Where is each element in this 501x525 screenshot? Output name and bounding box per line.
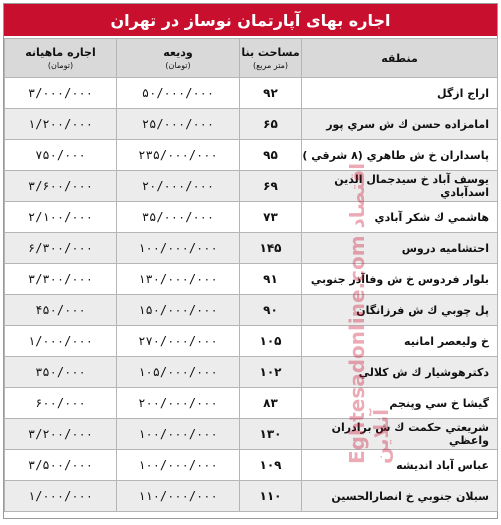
- table-row: [5, 388, 498, 419]
- cell-deposit: ۲۷۰/۰۰۰/۰۰۰: [117, 326, 240, 357]
- table-row: [5, 264, 498, 295]
- cell-area: ۷۳: [240, 202, 302, 233]
- cell-deposit: ۱۱۰/۰۰۰/۰۰۰: [117, 481, 240, 512]
- cell-region: پل چوبي ك ش فرزانگان: [302, 295, 498, 326]
- cell-rent: ۴۵۰/۰۰۰: [5, 295, 117, 326]
- table-row: [5, 233, 498, 264]
- cell-rent: ۳/۵۰۰/۰۰۰: [5, 450, 117, 481]
- table-row: [5, 481, 498, 512]
- cell-area: ۶۹: [240, 171, 302, 202]
- cell-area: ۱۱۰: [240, 481, 302, 512]
- header-area-unit: (متر مربع): [252, 61, 289, 70]
- cell-deposit: ۲۵/۰۰۰/۰۰۰: [117, 109, 240, 140]
- cell-region: پاسداران خ ش طاهري (۸ شرقي ): [302, 140, 498, 171]
- page-title: اجاره بهای آپارتمان نوساز در تهران: [4, 4, 497, 38]
- table-row: [5, 78, 498, 109]
- cell-region: يوسف آباد خ سيدجمال الدين اسدآبادي: [302, 171, 498, 202]
- cell-rent: ۳۵۰/۰۰۰: [5, 357, 117, 388]
- cell-deposit: ۱۳۰/۰۰۰/۰۰۰: [117, 264, 240, 295]
- table-row: [5, 202, 498, 233]
- cell-area: ۱۴۵: [240, 233, 302, 264]
- table-row: [5, 109, 498, 140]
- cell-area: ۹۰: [240, 295, 302, 326]
- cell-area: ۸۳: [240, 388, 302, 419]
- cell-rent: ۳/۲۰۰/۰۰۰: [5, 419, 117, 450]
- cell-region: گيشا خ سي وپنجم: [302, 388, 498, 419]
- cell-rent: ۳/۶۰۰/۰۰۰: [5, 171, 117, 202]
- cell-rent: ۶/۳۰۰/۰۰۰: [5, 233, 117, 264]
- cell-deposit: ۵۰/۰۰۰/۰۰۰: [117, 78, 240, 109]
- cell-region: هاشمي ك شكر آبادي: [302, 202, 498, 233]
- cell-area: ۱۳۰: [240, 419, 302, 450]
- cell-rent: ۲/۱۰۰/۰۰۰: [5, 202, 117, 233]
- cell-area: ۹۵: [240, 140, 302, 171]
- header-rent: اجاره ماهیانه (تومان): [5, 39, 117, 78]
- cell-deposit: ۲۰/۰۰۰/۰۰۰: [117, 171, 240, 202]
- cell-rent: ۷۵۰/۰۰۰: [5, 140, 117, 171]
- cell-rent: ۳/۳۰۰/۰۰۰: [5, 264, 117, 295]
- cell-rent: ۱/۰۰۰/۰۰۰: [5, 326, 117, 357]
- cell-area: ۹۱: [240, 264, 302, 295]
- cell-region: شريعتي حكمت ك ش برادران واعظي: [302, 419, 498, 450]
- cell-deposit: ۱۰۵/۰۰۰/۰۰۰: [117, 357, 240, 388]
- cell-region: عباس آباد انديشه: [302, 450, 498, 481]
- cell-area: ۱۰۹: [240, 450, 302, 481]
- table-row: [5, 326, 498, 357]
- table-row: [5, 450, 498, 481]
- cell-rent: ۱/۰۰۰/۰۰۰: [5, 481, 117, 512]
- cell-region: امامزاده حسن ك ش سري پور: [302, 109, 498, 140]
- cell-deposit: ۱۰۰/۰۰۰/۰۰۰: [117, 450, 240, 481]
- header-area: مساحت بنا (متر مربع): [240, 39, 302, 78]
- header-region: منطقه: [302, 39, 498, 78]
- table-header-row: [5, 39, 498, 78]
- cell-rent: ۶۰۰/۰۰۰: [5, 388, 117, 419]
- cell-deposit: ۱۵۰/۰۰۰/۰۰۰: [117, 295, 240, 326]
- cell-region: سبلان جنوبي خ انصارالحسين: [302, 481, 498, 512]
- cell-deposit: ۱۰۰/۰۰۰/۰۰۰: [117, 419, 240, 450]
- cell-region: احتشاميه دروس: [302, 233, 498, 264]
- cell-region: اراج ازگل: [302, 78, 498, 109]
- cell-rent: ۳/۰۰۰/۰۰۰: [5, 78, 117, 109]
- header-deposit-unit: (تومان): [165, 61, 191, 70]
- cell-rent: ۱/۲۰۰/۰۰۰: [5, 109, 117, 140]
- table-row: [5, 419, 498, 450]
- cell-region: خ وليعصر امانيه: [302, 326, 498, 357]
- cell-region: دكترهوشيار ك ش كلالي: [302, 357, 498, 388]
- rent-table-card: [3, 3, 498, 519]
- cell-region: بلوار فردوس خ ش وفاآذر جنوبي: [302, 264, 498, 295]
- cell-deposit: ۲۳۵/۰۰۰/۰۰۰: [117, 140, 240, 171]
- cell-area: ۱۰۵: [240, 326, 302, 357]
- table-row: [5, 295, 498, 326]
- rent-table: [4, 38, 498, 512]
- cell-area: ۹۲: [240, 78, 302, 109]
- header-rent-unit: (تومان): [47, 61, 74, 70]
- table-row: [5, 140, 498, 171]
- cell-area: ۶۵: [240, 109, 302, 140]
- table-row: [5, 357, 498, 388]
- cell-area: ۱۰۲: [240, 357, 302, 388]
- table-row: [5, 171, 498, 202]
- header-deposit: ودیعه (تومان): [117, 39, 240, 78]
- watermark: Eghtesadonline.com اقتصاد آنلاین: [345, 162, 393, 464]
- cell-deposit: ۲۰۰/۰۰۰/۰۰۰: [117, 388, 240, 419]
- cell-deposit: ۱۰۰/۰۰۰/۰۰۰: [117, 233, 240, 264]
- cell-deposit: ۳۵/۰۰۰/۰۰۰: [117, 202, 240, 233]
